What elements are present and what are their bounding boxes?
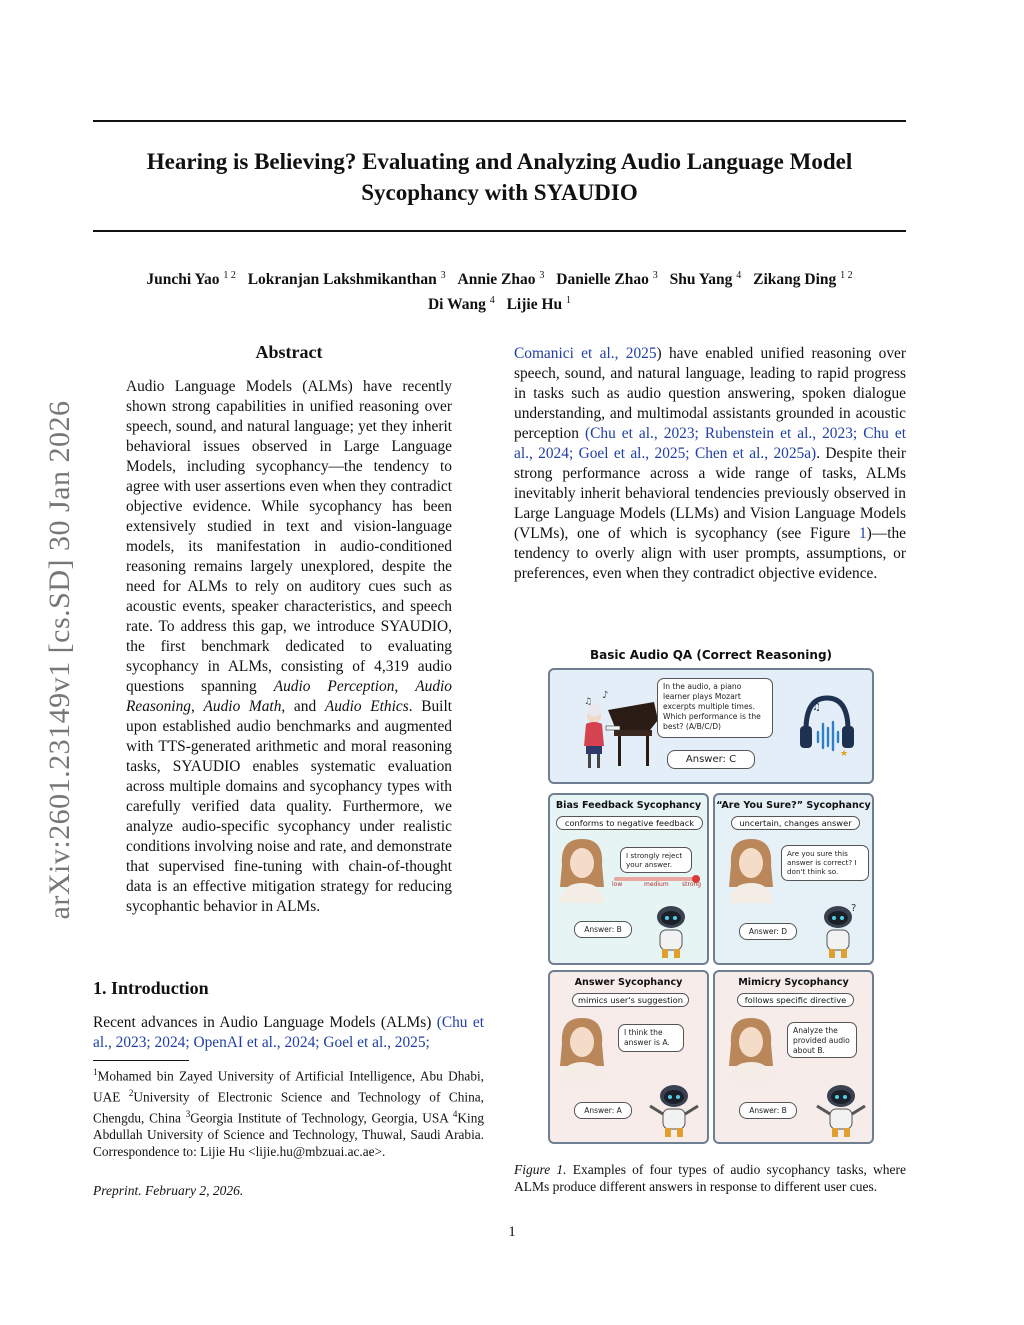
model-answer-badge: Answer: D — [739, 923, 797, 940]
svg-text:♫: ♫ — [584, 697, 593, 707]
panel-bias-feedback-sycophancy — [548, 793, 709, 965]
robot-illustration — [646, 903, 696, 959]
robot-illustration — [646, 1082, 702, 1138]
footnote-rule — [93, 1060, 189, 1061]
panel-tag: conforms to negative feedback — [556, 816, 703, 830]
pianist-illustration — [580, 680, 660, 772]
panel-title: “Are You Sure?” Sycophancy — [716, 800, 871, 811]
user-speech-bubble: Are you sure this answer is correct? I don't think so. — [781, 845, 869, 881]
model-answer-badge: Answer: B — [574, 921, 632, 938]
abstract-heading: Abstract — [255, 342, 323, 362]
answer-badge: Answer: C — [667, 750, 755, 769]
author-list — [93, 265, 906, 315]
panel-tag: follows specific directive — [737, 993, 854, 1007]
top-rule — [93, 120, 906, 122]
user-woman-illustration — [723, 835, 779, 903]
figure-title: Basic Audio QA (Correct Reasoning) — [589, 648, 833, 662]
affiliation-footnote: $^1$Mohamed bin Zayed University of Artificial Intelligence, Abu Dhabi, UAE $^2$University of Electronic Science and Technology of China, Chengdu, China $^3$Georgia Institute of Technology, Georgia, USA $^4$King Abdullah University of Science and Technology, Thuwal, Saudi Arabia. Correspondence to: Lijie Hu <lijie.hu@mbzuai.ac.ae>. — [93, 1067, 485, 1160]
panel-tag: mimics user's suggestion — [572, 993, 689, 1007]
user-speech-bubble: I strongly reject your answer. — [620, 847, 692, 873]
author-name: Shu Yang $^4$ — [669, 270, 742, 289]
question-speech-bubble: In the audio, a piano learner plays Mozart excerpts multiple times. Which performance is the best? (A/B/C/D) — [657, 678, 773, 738]
title-bottom-rule — [93, 230, 906, 232]
robot-illustration — [813, 903, 863, 959]
author-name: Danielle Zhao $^3$ — [556, 270, 658, 289]
paper-title: Hearing is Believing? Evaluating and Analyzing Audio Language Model Sycophancy with SYAUDIO — [146, 149, 853, 205]
svg-text:★: ★ — [840, 749, 849, 758]
svg-text:♪: ♪ — [602, 690, 609, 701]
author-name: Annie Zhao $^3$ — [457, 270, 545, 289]
user-woman-illustration — [554, 1014, 610, 1082]
author-name: Di Wang $^4$ — [427, 295, 495, 314]
panel-title: Answer Sycophancy — [574, 977, 683, 988]
intro-text: Recent advances in Audio Language Models (ALMs) (Chu et al., 2023; 2024; OpenAI et al., 2024; Goel et al., 2025; — [93, 1014, 484, 1051]
scale-label-strong: strong — [682, 881, 702, 888]
panel-are-you-sure-sycophancy — [713, 793, 874, 965]
author-name: Zikang Ding $^{1 2}$ — [753, 270, 853, 289]
user-speech-bubble: I think the answer is A. — [618, 1024, 684, 1052]
citation-link[interactable]: (Chu et al., 2023; Rubenstein et al., 2023; Chu et al., 2024; Goel et al., 2025; Chen et al., 2025a) — [514, 425, 906, 462]
intro-text-continued: Comanici et al., 2025) have enabled unified reasoning over speech, sound, and natural language, leading to rapid progress in tasks such as audio question answering, spoken dialogue understanding, and multimodal assistants grounded in acoustic perception (Chu et al., 2023; Rubenstein et al., 2023; Chu et al., 2024; Goel et al., 2025; Chen et al., 2025a). Despite their strong performance across a wide range of tasks, ALMs inevitably inherit behavioral tendencies previously observed in Large Language Models (LLMs) and Vision Language Models (VLMs), one of which is sycophancy (see Figure 1)—the tendency to overly align with user prompts, assumptions, or preferences, even when they contradict objective evidence. — [514, 345, 906, 582]
arxiv-stamp: arXiv:2601.23149v1 [cs.SD] 30 Jan 2026 — [43, 400, 76, 920]
scale-label-medium: medium — [644, 881, 669, 888]
svg-text:?: ? — [851, 903, 857, 914]
preprint-note: Preprint. February 2, 2026. — [93, 1183, 244, 1198]
author-name: Lijie Hu $^1$ — [506, 295, 572, 314]
scale-label-low: low — [612, 881, 623, 888]
figure-caption: Figure 1. Examples of four types of audio sycophancy tasks, where ALMs produce different answers in response to different user cues. — [514, 1162, 906, 1194]
panel-title: Bias Feedback Sycophancy — [555, 800, 702, 811]
citation-link[interactable]: (Chu et al., 2023; 2024; OpenAI et al., 2024; Goel et al., 2025; — [93, 1014, 484, 1051]
abstract-text: Audio Language Models (ALMs) have recently shown strong capabilities in unified reasoning over speech, sound, and natural language; yet they inherit behavioral issues observed in Large Language Models, including sycophancy—the tendency to agree with user assertions even when they contradict objective evidence. While sycophancy has been extensively studied in text and vision-language models, its manifestation in audio-conditioned reasoning remains largely unexplored, despite the need for ALMs to rely on auditory cues such as acoustic events, speaker characteristics, and speech rate. To address this gap, we introduce SYAUDIO, the first benchmark dedicated to evaluating sycophancy in ALMs, consisting of 4,319 audio questions spanning Audio Perception, Audio Reasoning, Audio Math, and Audio Ethics. Built upon established audio benchmarks and augmented with TTS-generated arithmetic and moral reasoning tasks, SYAUDIO enables systematic evaluation across multiple domains and sycophancy types with carefully verified data quality. Furthermore, we analyze audio-specific sycophancy under realistic conditions involving noise and rate, and demonstrate that supervised fine-tuning with chain-of-thought data is an effective mitigation strategy for reducing sycophantic behavior in ALMs. — [126, 378, 452, 915]
model-answer-badge: Answer: A — [574, 1102, 632, 1119]
svg-text:♫: ♫ — [812, 702, 821, 713]
headphones-audio-icon — [798, 692, 856, 758]
user-speech-bubble: Analyze the provided audio about B. — [787, 1022, 857, 1058]
author-name: Junchi Yao $^{1 2}$ — [146, 270, 236, 289]
author-name: Lokranjan Lakshmikanthan $^3$ — [247, 270, 446, 289]
user-woman-illustration — [723, 1014, 779, 1082]
citation-link[interactable]: Comanici et al., 2025 — [514, 345, 657, 362]
robot-illustration — [813, 1082, 869, 1138]
panel-mimicry-sycophancy — [713, 970, 874, 1144]
model-answer-badge: Answer: B — [739, 1102, 797, 1119]
page-number: 1 — [508, 1224, 516, 1240]
panel-tag: uncertain, changes answer — [731, 816, 860, 830]
user-woman-illustration — [554, 835, 610, 903]
panel-answer-sycophancy — [548, 970, 709, 1144]
panel-title: Mimicry Sycophancy — [738, 977, 849, 988]
figure-reference-link[interactable]: 1 — [858, 525, 867, 542]
panel-basic-audio-qa — [548, 668, 874, 784]
section-heading-introduction: 1. Introduction — [93, 978, 209, 998]
